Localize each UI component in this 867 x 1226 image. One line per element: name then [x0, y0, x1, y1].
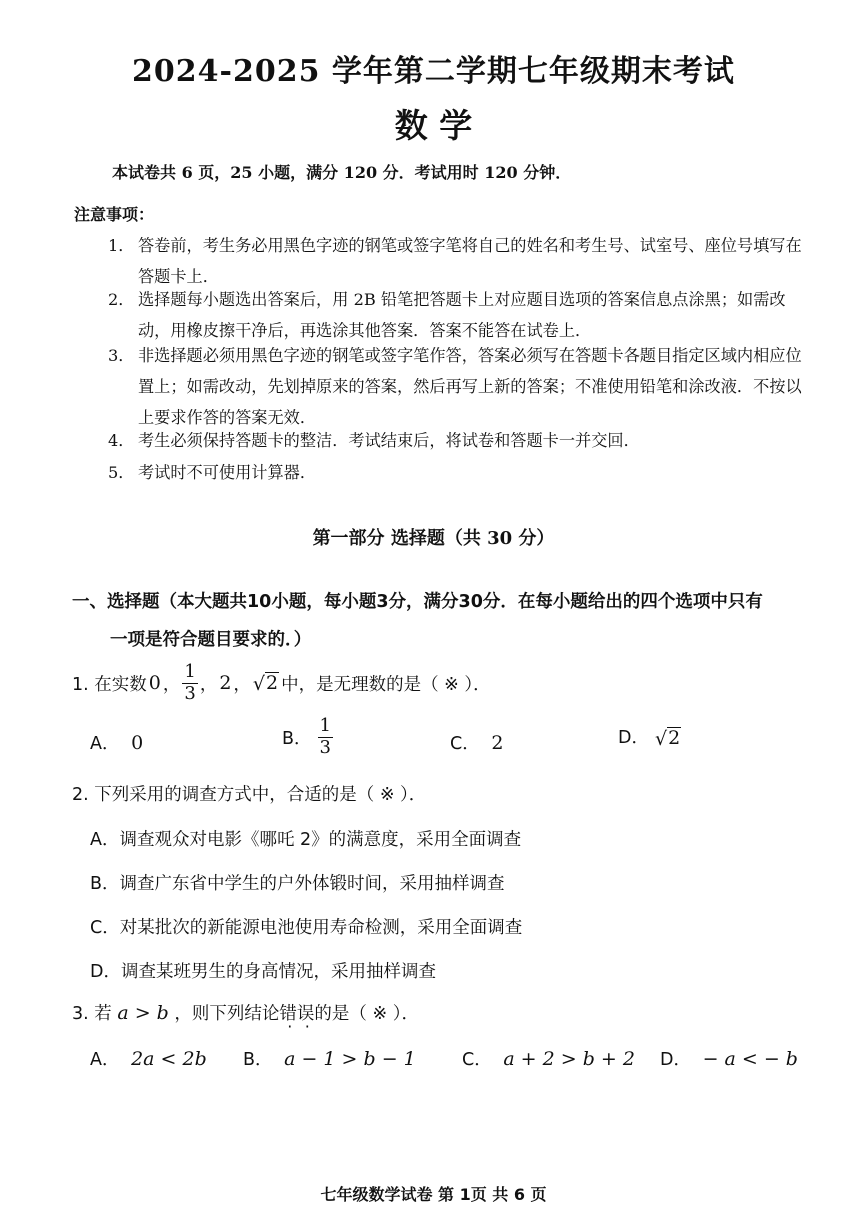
note-number: 2．: [108, 290, 135, 309]
note-text: 非选择题必须用黑色字迹的钢笔或签字笔作答，答案必须写在答题卡各题目指定区域内相应位置上；如需改动，先划掉原来的答案，然后再写上新的答案；不准使用铅笔和涂改液．不按以上要求作答的答案无效．: [138, 346, 802, 427]
note-item-4: [108, 425, 813, 456]
radical-sign-icon: √: [252, 673, 266, 696]
q2-option-b: B．调查广东省中学生的户外体锻时间，采用抽样调查: [90, 874, 505, 894]
fraction-numerator: 1: [319, 715, 331, 736]
q1-sep: ，: [162, 674, 181, 695]
fraction-numerator: 1: [184, 661, 196, 682]
exam-title: 2024-2025 学年第二学期七年级期末考试: [132, 54, 735, 89]
page-footer: 七年级数学试卷 第 1页 共 6 页: [320, 1185, 547, 1204]
option-value: 2: [491, 732, 504, 754]
option-label: B．: [243, 1050, 273, 1070]
question-3-stem: [72, 1000, 419, 1025]
q2-option-d: D．调查某班男生的身高情况，采用抽样调查: [90, 962, 436, 982]
q1-zero: 0: [148, 672, 161, 695]
option-label: C．: [462, 1050, 492, 1070]
note-text: 考试时不可使用计算器．: [138, 463, 317, 482]
option-expression: 2a < 2b: [131, 1048, 207, 1070]
option-label: B．: [282, 728, 312, 749]
radicand: 2: [668, 727, 681, 750]
radical-sign-icon: √: [654, 728, 668, 750]
notes-heading: 注意事项：: [74, 205, 155, 224]
q1-sep: ，: [233, 674, 251, 695]
q3-option-d: [660, 1046, 798, 1071]
option-expression: a − 1 > b − 1: [284, 1048, 416, 1070]
note-text: 答卷前，考生务必用黑色字迹的钢笔或签字笔将自己的姓名和考生号、试室号、座位号填写在答题卡上．: [138, 236, 802, 286]
q1-option-a: [90, 730, 143, 755]
q1-prefix: 1. 在实数: [72, 674, 147, 695]
note-text: 考生必须保持答题卡的整洁．考试结束后，将试卷和答题卡一并交回．: [138, 431, 640, 450]
note-item-3: [108, 340, 813, 433]
question-2-stem: 2. 下列采用的调查方式中，合适的是（ ※ ）．: [72, 785, 427, 805]
q3-mid: ，则下列结论: [174, 1004, 280, 1024]
q3-suffix: 的是（ ※ ）．: [314, 1004, 419, 1024]
q1-two: 2: [219, 672, 232, 695]
option-fraction: [318, 716, 333, 758]
q3-condition: a > b: [117, 1002, 169, 1024]
option-label: A．: [90, 734, 120, 754]
radicand: 2: [266, 672, 279, 695]
q3-option-b: [243, 1046, 416, 1071]
q1-option-b: [282, 716, 333, 758]
option-expression: − a < − b: [702, 1048, 798, 1070]
q3-option-a: [90, 1046, 207, 1071]
q1-option-d: [618, 724, 681, 749]
option-sqrt: [655, 727, 681, 749]
note-item-2: [108, 284, 813, 346]
note-item-1: [108, 230, 813, 292]
emphasis-char: 错: [279, 1004, 297, 1024]
option-label: D．: [660, 1050, 691, 1070]
note-text: 选择题每小题选出答案后，用 2B 铅笔把答题卡上对应题目选项的答案信息点涂黑；如需改动，用橡皮擦干净后，再选涂其他答案．答案不能答在试卷上．: [138, 290, 786, 340]
q2-option-c: C．对某批次的新能源电池使用寿命检测，采用全面调查: [90, 918, 523, 938]
q3-prefix: 3. 若: [72, 1004, 112, 1024]
section-heading: 第一部分 选择题（共 30 分）: [312, 528, 555, 549]
option-value: 0: [131, 732, 144, 754]
note-number: 5．: [108, 463, 135, 482]
q1-suffix: 中，是无理数的是（ ※ ）．: [281, 674, 491, 695]
part-instruction-line-2: 一项是符合题目要求的．）: [110, 630, 312, 650]
exam-info: 本试卷共 6 页，25 小题，满分 120 分．考试用时 120 分钟．: [112, 163, 572, 182]
q1-fraction: [182, 662, 197, 704]
option-label: D．: [618, 728, 649, 748]
q3-option-c: [462, 1046, 635, 1071]
fraction-denominator: 3: [184, 682, 196, 704]
subject-title: 数 学: [394, 106, 473, 145]
option-label: A．: [90, 1050, 120, 1070]
question-1-stem: [72, 662, 491, 704]
note-number: 1．: [108, 236, 135, 255]
q1-sep: ，: [199, 674, 218, 695]
q2-option-a: A．调查观众对电影《哪吒 2》的满意度，采用全面调查: [90, 830, 522, 850]
note-number: 3．: [108, 346, 135, 365]
note-item-5: [108, 457, 813, 488]
q1-sqrt: [253, 672, 279, 694]
option-label: C．: [450, 734, 480, 754]
part-instruction-line-1: 一、选择题（本大题共10小题，每小题3分，满分30分．在每小题给出的四个选项中只有: [72, 592, 763, 612]
q1-option-c: [450, 730, 503, 755]
option-expression: a + 2 > b + 2: [503, 1048, 635, 1070]
note-number: 4．: [108, 431, 135, 450]
fraction-denominator: 3: [319, 736, 331, 758]
emphasis-char: 误: [296, 1004, 315, 1024]
